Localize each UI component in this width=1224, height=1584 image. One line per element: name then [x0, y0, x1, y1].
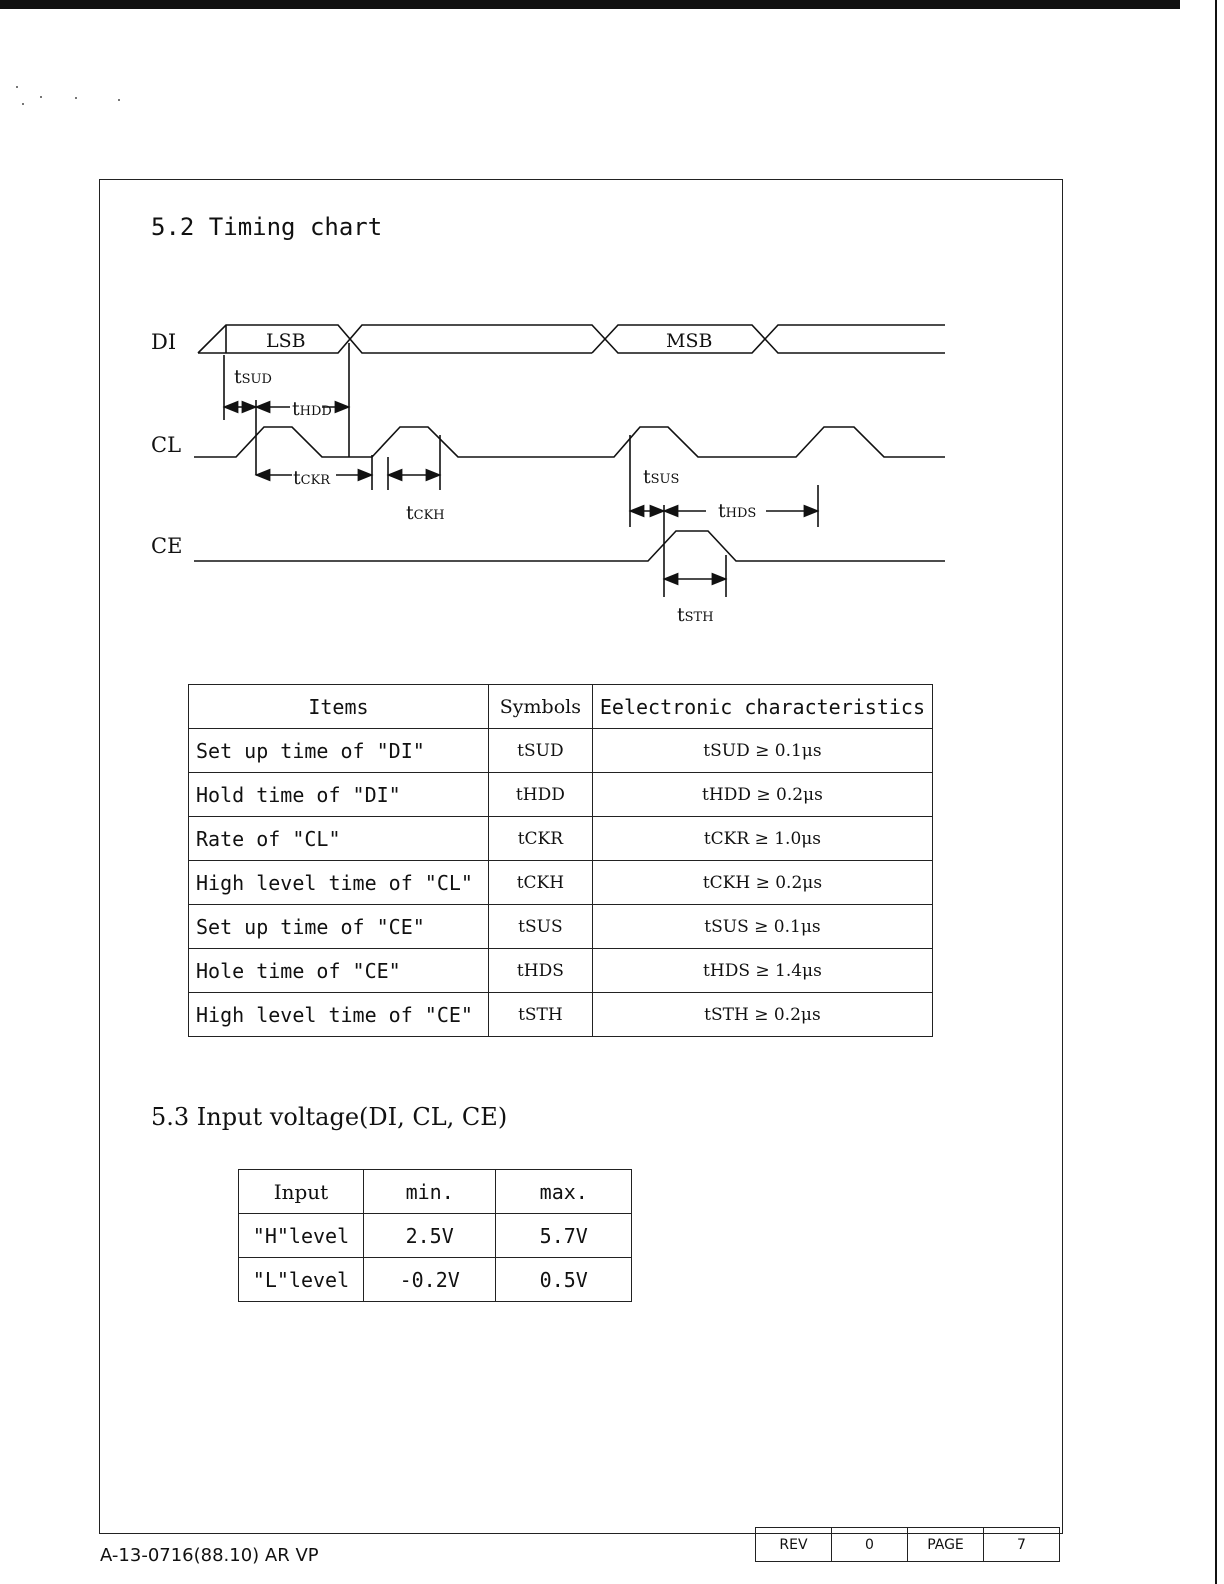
param-tsth: tSTH: [677, 604, 714, 626]
row-item: High level time of "CL": [189, 861, 489, 905]
table-row: [239, 1214, 632, 1258]
row-input: "H"level: [239, 1214, 364, 1258]
header-items: Items: [189, 685, 489, 729]
row-min: 2.5V: [363, 1214, 496, 1258]
row-max: 0.5V: [496, 1258, 632, 1302]
row-spec: tHDS ≥ 1.4μs: [592, 949, 932, 993]
input-voltage-table: [238, 1169, 632, 1302]
scan-speck: [22, 103, 24, 105]
param-tckh: tCKH: [406, 502, 445, 524]
param-tsus: tSUS: [643, 466, 680, 488]
row-spec: tSTH ≥ 0.2μs: [592, 993, 932, 1037]
timing-spec-table: [188, 684, 933, 1037]
row-input: "L"level: [239, 1258, 364, 1302]
table-row: [189, 817, 933, 861]
row-item: Hole time of "CE": [189, 949, 489, 993]
ce-waveform: [194, 531, 945, 561]
signal-label-cl: CL: [151, 433, 182, 457]
row-symbol: tCKH: [488, 861, 592, 905]
table-row: [189, 861, 933, 905]
header-min: min.: [363, 1170, 496, 1214]
row-symbol: tHDS: [488, 949, 592, 993]
scan-speck: [16, 86, 18, 88]
di-waveform: [198, 325, 945, 353]
rev-label: REV: [756, 1528, 832, 1562]
param-tckr: tCKR: [293, 467, 331, 489]
cl-waveform: [194, 427, 945, 457]
lsb-label: LSB: [266, 330, 306, 352]
scan-speck: [118, 99, 120, 101]
timing-diagram: [140, 315, 960, 635]
scan-speck: [75, 97, 77, 99]
signal-label-di: DI: [151, 330, 177, 354]
row-item: Rate of "CL": [189, 817, 489, 861]
header-max: max.: [496, 1170, 632, 1214]
revision-block: [755, 1527, 1060, 1562]
param-tsud: tSUD: [234, 366, 272, 388]
param-thdd: tHDD: [292, 398, 332, 420]
table-row: [189, 905, 933, 949]
row-spec: tSUS ≥ 0.1μs: [592, 905, 932, 949]
header-input: Input: [239, 1170, 364, 1214]
table-header-row: [189, 685, 933, 729]
header-characteristics: Eelectronic characteristics: [592, 685, 932, 729]
row-item: Hold time of "DI": [189, 773, 489, 817]
top-rule: [0, 0, 1180, 9]
rev-value: 0: [832, 1528, 908, 1562]
row-item: High level time of "CE": [189, 993, 489, 1037]
row-symbol: tSTH: [488, 993, 592, 1037]
row-spec: tSUD ≥ 0.1μs: [592, 729, 932, 773]
timing-chart-title: 5.2 Timing chart: [151, 213, 383, 241]
row-item: Set up time of "CE": [189, 905, 489, 949]
row-max: 5.7V: [496, 1214, 632, 1258]
table-row: [189, 949, 933, 993]
table-row: [189, 729, 933, 773]
param-thds: tHDS: [718, 500, 757, 522]
row-spec: tHDD ≥ 0.2μs: [592, 773, 932, 817]
row-spec: tCKH ≥ 0.2μs: [592, 861, 932, 905]
row-min: -0.2V: [363, 1258, 496, 1302]
page-number: 7: [984, 1528, 1060, 1562]
row-symbol: tHDD: [488, 773, 592, 817]
table-row: [189, 773, 933, 817]
form-code: A-13-0716(88.10) AR VP: [100, 1545, 319, 1566]
header-symbols: Symbols: [488, 685, 592, 729]
table-row: [189, 993, 933, 1037]
row-symbol: tCKR: [488, 817, 592, 861]
input-voltage-title: 5.3 Input voltage(DI, CL, CE): [151, 1103, 508, 1131]
msb-label: MSB: [666, 330, 713, 352]
row-symbol: tSUD: [488, 729, 592, 773]
row-symbol: tSUS: [488, 905, 592, 949]
page-label: PAGE: [908, 1528, 984, 1562]
table-header-row: [239, 1170, 632, 1214]
scan-speck: [40, 96, 42, 98]
row-spec: tCKR ≥ 1.0μs: [592, 817, 932, 861]
table-row: [239, 1258, 632, 1302]
row-item: Set up time of "DI": [189, 729, 489, 773]
right-edge-rule: [1215, 0, 1217, 1584]
signal-label-ce: CE: [151, 534, 183, 558]
